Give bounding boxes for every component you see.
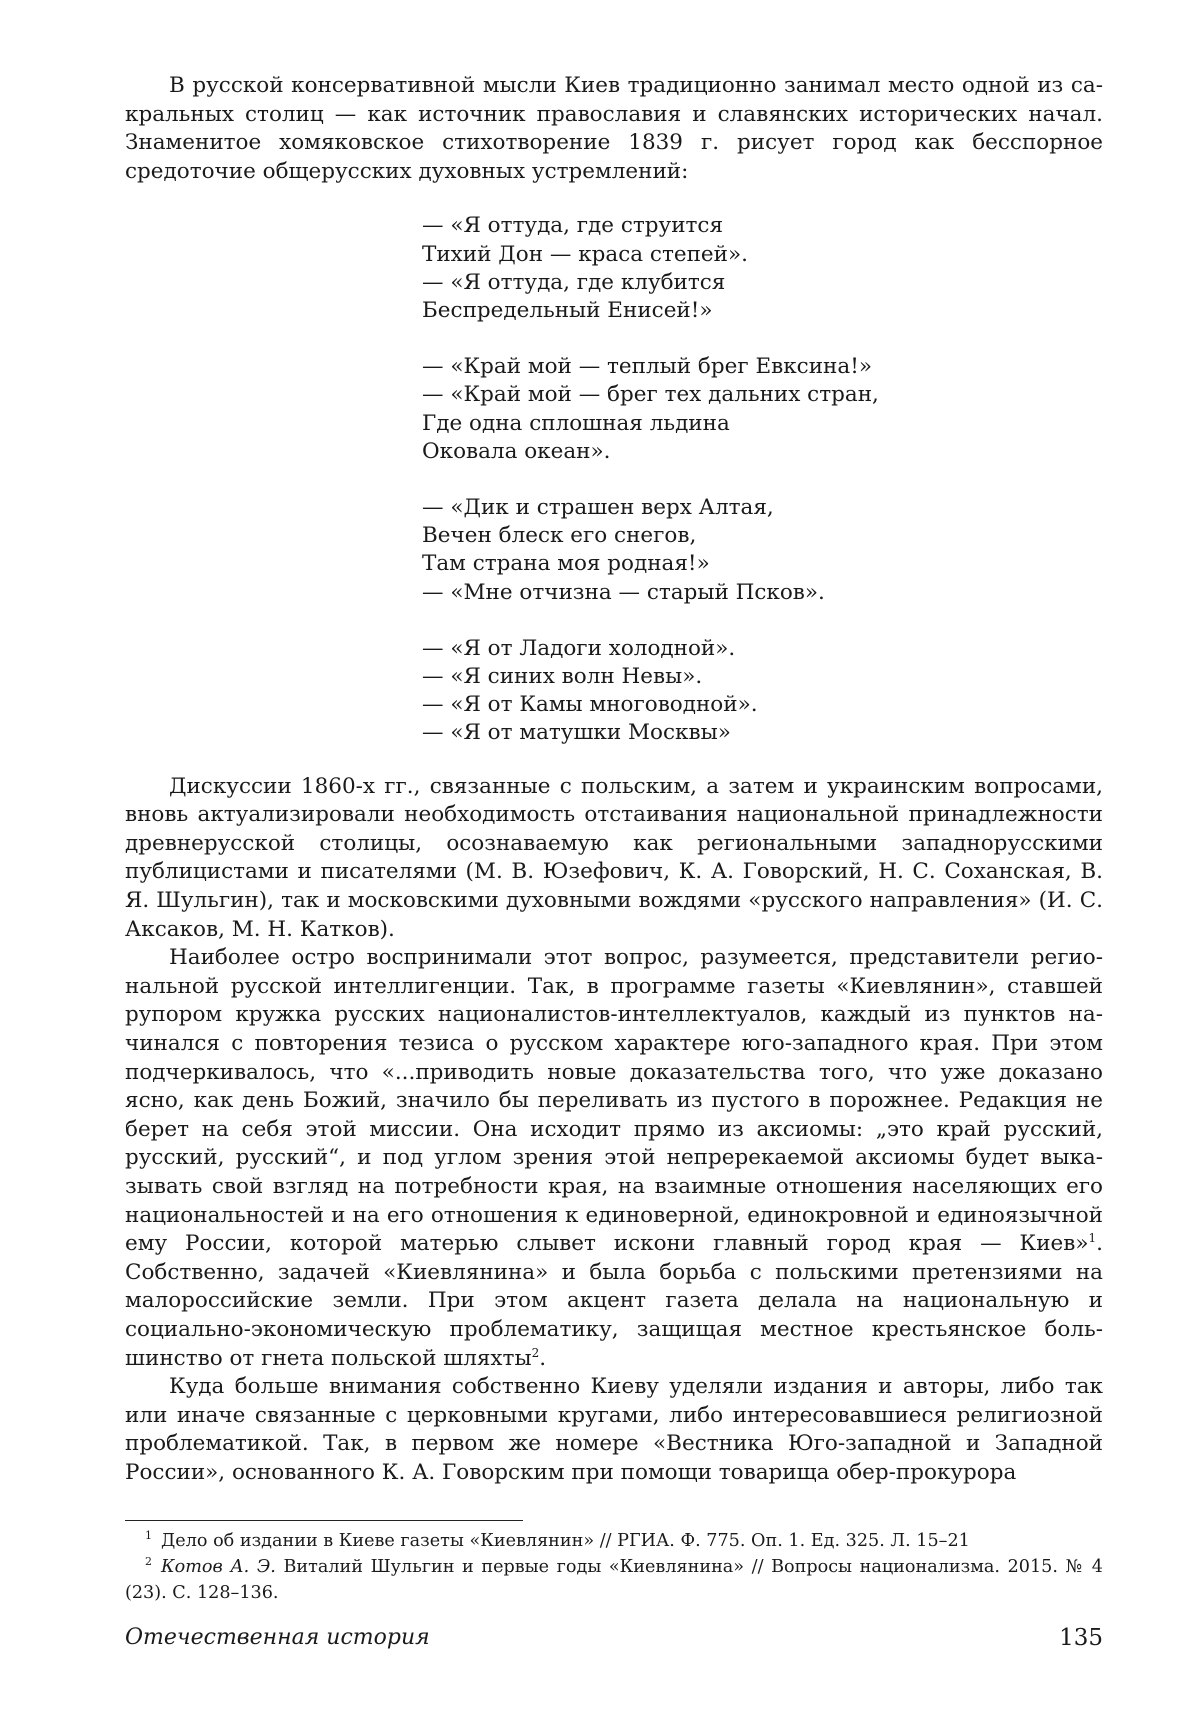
footnotes (125, 1528, 1103, 1606)
paragraph-3-text-b: . Собственно, задачей «Киевлянина» и была борьба с польскими претензиями на малороссийские земли. При этом акцент газета делала на национальную и социально-экономическую проблематику, защищая местное крестьянское большинство от гнета польской шляхты (125, 1231, 1103, 1371)
poem-block (422, 212, 1103, 747)
verse-line: Беспредельный Енисей!» (422, 297, 713, 323)
footnote-ref-1[interactable]: 1 (1088, 1230, 1097, 1245)
footnote-author: Котов А. Э. (161, 1557, 276, 1577)
verse-line: — «Край мой — теплый брег Евксина!» (422, 354, 872, 380)
verse-line: — «Мне отчизна — старый Псков». (422, 579, 825, 605)
footnote-text: Виталий Шульгин и первые годы «Киевлянина» // Вопросы национализма. 2015. № 4 (23). С. 128–136. (125, 1557, 1103, 1603)
verse-line: — «Край мой — брег тех дальних стран, (422, 382, 879, 408)
footnote-1 (125, 1528, 1103, 1554)
verse-line: — «Я синих волн Невы». (422, 664, 703, 690)
verse-line: — «Я оттуда, где струится (422, 213, 724, 239)
paragraph-1: В русской консервативной мысли Киев традиционно занимал место одной из сакральных столиц — как источник православия и славянских исторических начал. Знаменитое хомяковское стихотворение 1839 г. рисует город как бесспорное средоточие общерусских духовных устремлений: (125, 73, 1103, 184)
verse-line: — «Я от Ладоги холодной». (422, 635, 736, 661)
paragraph-3-text-a: Наиболее остро воспринимали этот вопрос, разумеется, представители региональной русской интеллигенции. Так, в программе газеты «Киевлянин», ставшей рупором кружка русских националистов-интеллектуалов, каждый из пунктов начинался с повторения тезиса о русском характере юго-западного края. При этом подчеркивалось, что «...приводить новые доказательства того, что уже доказано ясно, как день Божий, значило бы переливать из пустого в порожнее. Редакция не берет на себя этой миссии. Она исходит прямо из аксиомы: „это край русский, русский, русский“, и под углом зрения этой непререкаемой аксиомы будет выказывать свой взгляд на потребности края, на взаимные отношения населяющих его национальностей и на его отношения к единоверной, единокровной и единоязычной ему России, которой матерью слывет искони главный город края — Киев» (125, 945, 1103, 1257)
poem-stanza-3 (422, 494, 1103, 607)
footnote-2 (125, 1554, 1103, 1606)
page-number: 135 (1059, 1625, 1103, 1651)
verse-line: Оковала океан». (422, 438, 611, 464)
paragraph-2: Дискуссии 1860-х гг., связанные с польским, а затем и украинским вопросами, вновь актуализировали необходимость отстаивания национальной принадлежности древнерусской столицы, осознаваемую как региональными западнорусскими публицистами и писателями (М. В. Юзефович, К. А. Говорский, Н. С. Соханская, В. Я. Шульгин), так и московскими духовными вождями «русского направления» (И. С. Аксаков, М. Н. Катков). (125, 773, 1103, 942)
poem-stanza-4 (422, 635, 1103, 748)
journal-title: Отечественная история (125, 1625, 430, 1650)
paragraph-3 (125, 944, 1103, 1373)
verse-line: — «Я от Камы многоводной». (422, 692, 758, 718)
footnote-divider (125, 1520, 523, 1521)
paragraph-3-text-c: . (539, 1345, 547, 1371)
page-body (125, 72, 1103, 1487)
verse-line: Там страна моя родная!» (422, 551, 710, 577)
footnote-text: Дело об издании в Киеве газеты «Киевлянин» // РГИА. Ф. 775. Оп. 1. Ед. 325. Л. 15–21 (161, 1531, 970, 1551)
verse-line: — «Дик и страшен верх Алтая, (422, 495, 774, 520)
footnote-ref-2[interactable]: 2 (531, 1345, 540, 1360)
footnote-mark: 1 (145, 1529, 152, 1543)
verse-line: Где одна сплошная льдина (422, 410, 730, 436)
verse-line: — «Я от матушки Москвы» (422, 720, 731, 746)
poem-stanza-2 (422, 353, 1103, 466)
verse-line: Тихий Дон — краса степей». (422, 241, 748, 267)
page-footer (125, 1625, 1103, 1657)
poem-stanza-1 (422, 212, 1103, 325)
footnote-mark: 2 (145, 1555, 152, 1569)
verse-line: — «Я оттуда, где клубится (422, 269, 726, 295)
paragraph-4: Куда больше внимания собственно Киеву уделяли издания и авторы, либо так или иначе связанные с церковными кругами, либо интересовавшиеся религиозной проблематикой. Так, в первом же номере «Вестника Юго-западной и Западной России», основанного К. А. Говорским при помощи товарища обер-прокурора (125, 1374, 1103, 1485)
verse-line: Вечен блеск его снегов, (422, 523, 697, 549)
